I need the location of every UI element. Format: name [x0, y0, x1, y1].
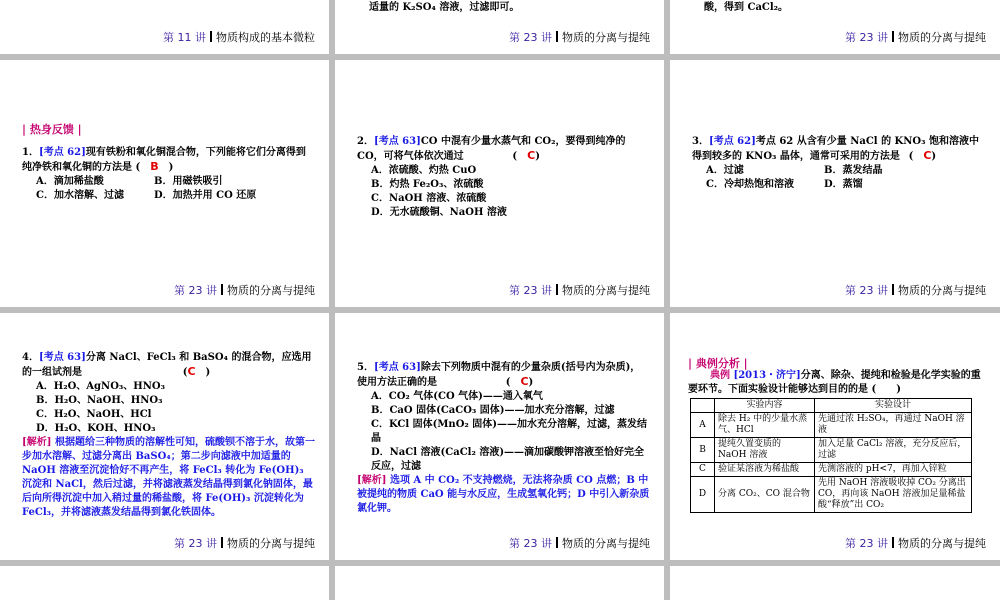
question-number: 4． [22, 352, 39, 363]
option-d: D．无水硫酸铜、NaOH 溶液 [371, 207, 507, 218]
footer-divider [221, 284, 223, 295]
lecture-title: 物质的分离与提纯 [562, 284, 650, 297]
answer-paren: (C ) [182, 365, 211, 378]
lecture-title: 物质构成的基本微粒 [216, 31, 315, 44]
row-content: 除去 H₂ 中的少量水蒸气、HCl [715, 413, 815, 438]
option-a: A．过滤 [706, 165, 744, 176]
explanation [22, 436, 315, 520]
lecture-number: 第 23 讲 [845, 31, 888, 44]
question-text: 除去下列物质中混有的少量杂质(括号内为杂质)，使用方法正确的是 [357, 362, 641, 388]
lecture-number: 第 23 讲 [509, 284, 552, 297]
table-row [691, 477, 972, 513]
slide-4 [0, 60, 329, 307]
question-5 [357, 361, 650, 516]
lecture-title: 物质的分离与提纯 [898, 284, 986, 297]
table-header: 实验设计 [815, 399, 972, 413]
explanation-label: [解析] [357, 475, 387, 486]
lecture-title: 物质的分离与提纯 [898, 31, 986, 44]
experiment-table [690, 398, 972, 513]
options-row [692, 164, 986, 178]
explanation-text: 根据题给三种物质的溶解性可知，硫酸钡不溶于水，故第一步加水溶解、过滤分离出 BaSO₄；第二步向滤液中加适量的 NaOH 溶液至沉淀恰好不再产生，将 FeCl₃ 转化为 Fe(OH)₃ 沉淀和 NaCl，然后过滤，并将滤液蒸发结晶得到氯化钠固体，最后向所得沉淀中加入稍过量的稀盐酸，将 Fe(OH)₃ 沉淀转化为 FeCl₃，并将滤液蒸发结晶得到氯化铁固体。 [22, 437, 315, 518]
explanation-text: 选项 A 中 CO₂ 不支持燃烧，无法将杂质 CO 点燃；B 中被提纯的物质 CaO 能与水反应，生成氢氧化钙；D 中引入新杂质氯化钾。 [357, 475, 650, 514]
option-b: B．用磁铁吸引 [154, 176, 223, 187]
lecture-title: 物质的分离与提纯 [562, 537, 650, 550]
slide-footer [509, 535, 650, 551]
table-row [691, 413, 972, 438]
question-text: 考点 62 从含有少量 NaCl 的 KNO₃ 饱和溶液中得到较多的 KNO₃ 晶体，通常可采用的方法是 [692, 136, 979, 162]
question-3 [692, 135, 986, 192]
explanation-label: [解析] [22, 437, 52, 448]
table-row [691, 463, 972, 477]
slide-footer [163, 29, 315, 45]
question-stem [357, 361, 650, 390]
row-content: 提纯久置变质的 NaOH 溶液 [715, 438, 815, 463]
lecture-number: 第 11 讲 [163, 31, 206, 44]
answer: C [923, 149, 932, 162]
answer-paren: ( B ) [135, 160, 174, 173]
table-header: 实验内容 [715, 399, 815, 413]
option-a: A．浓硫酸、灼热 CuO [371, 165, 477, 176]
topic-tag: [考点 62] [38, 147, 86, 158]
slide-1 [0, 0, 329, 54]
lecture-number: 第 23 讲 [845, 537, 888, 550]
option-c: C．NaOH 溶液、浓硫酸 [371, 193, 487, 204]
example-source: [2013・济宁] [733, 370, 801, 381]
slide-7 [0, 313, 329, 560]
answer: B [150, 160, 159, 173]
footer-divider [556, 284, 558, 295]
option-c: C．KCl 固体(MnO₂ 固体)——加水充分溶解，过滤，蒸发结晶 [371, 419, 647, 444]
text-fragment: 酸，得到 CaCl₂。 [704, 2, 789, 13]
slide-footer [845, 282, 986, 298]
answer: C [527, 149, 536, 162]
slide-2 [335, 0, 664, 54]
question-text: 分离、除杂、提纯和检验是化学实验的重要环节。下面实验设计能够达到目的的是 [688, 370, 981, 395]
footer-divider [892, 31, 894, 42]
slide-8 [335, 313, 664, 560]
question-text: 现有铁粉和氧化铜混合物，下列能将它们分离得到纯净铁和氧化铜的方法是 [22, 147, 306, 173]
slide-3 [670, 0, 1000, 54]
footer-divider [556, 31, 558, 42]
slide-6 [670, 60, 1000, 307]
lecture-title: 物质的分离与提纯 [562, 31, 650, 44]
section-heading: | 热身反馈 | [22, 123, 82, 136]
option-c: C．加水溶解、过滤 [36, 190, 124, 201]
question-text: CO 中混有少量水蒸气和 CO₂，要得到纯净的 CO，可将气体依次通过 [357, 136, 626, 162]
options-row [22, 189, 315, 203]
topic-tag: [考点 63] [373, 362, 421, 373]
option-a: A．CO₂ 气体(CO 气体)——通入氧气 [371, 391, 543, 402]
slide-footer [845, 535, 986, 551]
answer-paren: ( ) [871, 384, 901, 395]
lecture-title: 物质的分离与提纯 [227, 537, 315, 550]
option-c: C．H₂O、NaOH、HCl [36, 409, 152, 420]
row-design: 先测溶液的 pH<7，再加入锌粒 [815, 463, 972, 477]
question-stem [22, 351, 315, 380]
section-heading: | 典例分析 | [688, 357, 748, 370]
option-b: B．蒸发结晶 [824, 165, 883, 176]
options-row [22, 175, 315, 189]
slide-5 [335, 60, 664, 307]
slide-10 [0, 566, 329, 600]
example-label: 典例 [710, 370, 730, 381]
footer-divider [892, 537, 894, 548]
question-number: 5． [357, 362, 374, 373]
option-d: D．NaCl 溶液(CaCl₂ 溶液)——滴加碳酸钾溶液至恰好完全反应，过滤 [371, 447, 645, 472]
option-c: C．冷却热饱和溶液 [706, 179, 794, 190]
question-text: 分离 NaCl、FeCl₃ 和 BaSO₄ 的混合物，应选用的一组试剂是 [22, 352, 312, 378]
question-stem [22, 146, 315, 175]
slide-footer [509, 29, 650, 45]
topic-tag: [考点 63] [373, 136, 421, 147]
option-d: D．加热并用 CO 还原 [154, 190, 257, 201]
options-row [692, 178, 986, 192]
row-design: 加入足量 CaCl₂ 溶液，充分反应后，过滤 [815, 438, 972, 463]
answer-paren: ( C) [512, 149, 540, 162]
lecture-number: 第 23 讲 [174, 284, 217, 297]
answer: C [520, 375, 529, 388]
question-2 [357, 135, 650, 220]
footer-divider [892, 284, 894, 295]
table-header-row [691, 399, 972, 413]
lecture-number: 第 23 讲 [509, 537, 552, 550]
question-4 [22, 351, 315, 520]
footer-divider [210, 31, 212, 42]
option-d: D．H₂O、KOH、HNO₃ [36, 423, 156, 434]
row-content: 分离 CO₂、CO 混合物 [715, 477, 815, 513]
row-design: 先通过浓 H₂SO₄，再通过 NaOH 溶液 [815, 413, 972, 438]
example-question [688, 369, 986, 397]
row-label: D [691, 477, 715, 513]
slide-9 [670, 313, 1000, 560]
topic-tag: [考点 63] [38, 352, 86, 363]
slide-footer [845, 29, 986, 45]
option-d: D．蒸馏 [824, 179, 863, 190]
row-label: A [691, 413, 715, 438]
slide-11 [335, 566, 664, 600]
footer-divider [221, 537, 223, 548]
question-stem [692, 135, 986, 164]
footer-divider [556, 537, 558, 548]
row-label: C [691, 463, 715, 477]
lecture-title: 物质的分离与提纯 [227, 284, 315, 297]
option-b: B．CaO 固体(CaCO₃ 固体)——加水充分溶解，过滤 [371, 405, 615, 416]
question-number: 1． [22, 147, 39, 158]
lecture-title: 物质的分离与提纯 [898, 537, 986, 550]
answer-paren: ( C) [505, 375, 534, 388]
lecture-number: 第 23 讲 [845, 284, 888, 297]
option-b: B．H₂O、NaOH、HNO₃ [36, 395, 163, 406]
row-content: 验证某溶液为稀盐酸 [715, 463, 815, 477]
option-a: A．H₂O、AgNO₃、HNO₃ [36, 381, 165, 392]
option-b: B．灼热 Fe₂O₃、浓硫酸 [371, 179, 484, 190]
question-1 [22, 146, 315, 203]
table-header [691, 399, 715, 413]
text-fragment: 适量的 K₂SO₄ 溶液，过滤即可。 [369, 2, 520, 13]
answer: C [187, 365, 196, 378]
question-number: 3． [692, 136, 709, 147]
slide-footer [174, 535, 315, 551]
slide-footer [174, 282, 315, 298]
table-row [691, 438, 972, 463]
question-number: 2． [357, 136, 374, 147]
option-a: A．滴加稀盐酸 [36, 176, 104, 187]
lecture-number: 第 23 讲 [174, 537, 217, 550]
row-design: 先用 NaOH 溶液吸收掉 CO₂ 分离出 CO，再向该 NaOH 溶液加足量稀盐酸“释放”出 CO₂ [815, 477, 972, 513]
lecture-number: 第 23 讲 [509, 31, 552, 44]
slide-footer [509, 282, 650, 298]
explanation [357, 474, 650, 516]
row-label: B [691, 438, 715, 463]
question-stem [357, 135, 650, 164]
topic-tag: [考点 62] [708, 136, 756, 147]
slide-12 [670, 566, 1000, 600]
answer-paren: ( C) [908, 149, 937, 162]
